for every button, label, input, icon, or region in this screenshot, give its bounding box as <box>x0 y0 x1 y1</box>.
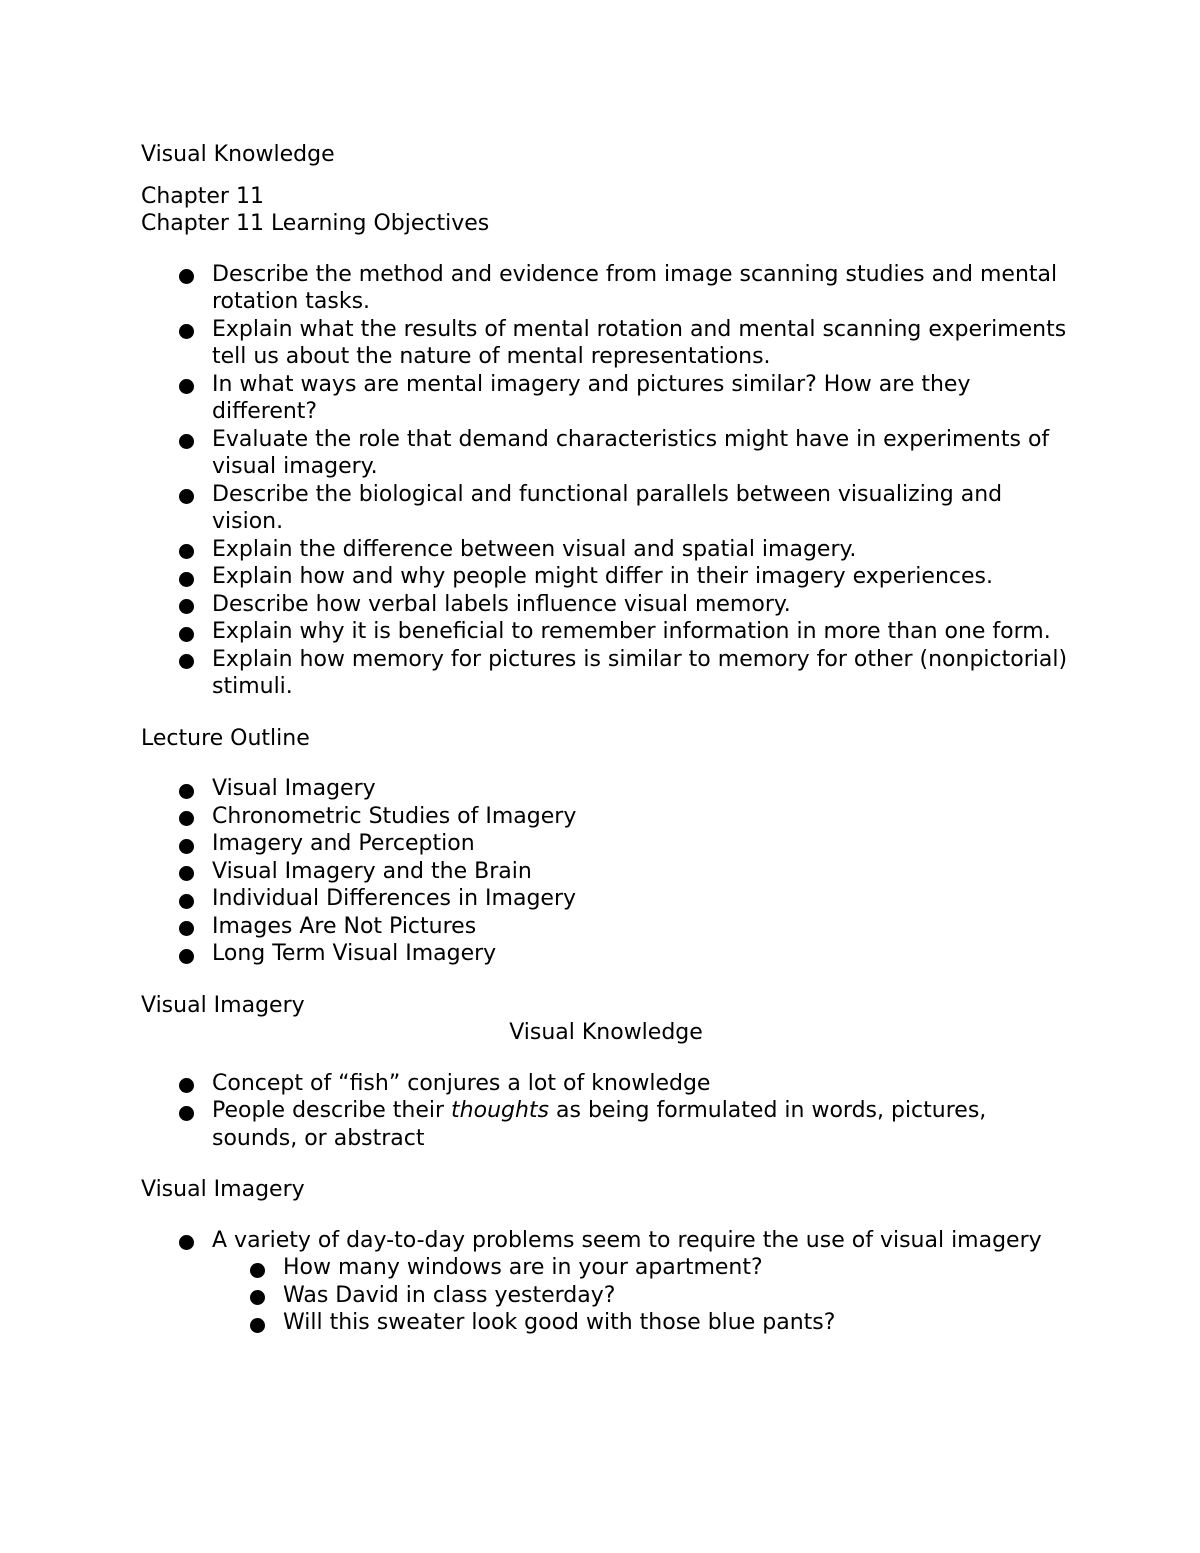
list-item: How many windows are in your apartment? <box>141 1254 1071 1282</box>
bullet-icon <box>179 1078 194 1093</box>
objectives-heading: Chapter 11 Learning Objectives <box>141 211 490 236</box>
bullet-icon <box>179 434 194 449</box>
list-item: In what ways are mental imagery and pictures similar? How are they different? <box>141 371 1071 426</box>
list-item: Explain how and why people might differ in their imagery experiences. <box>141 563 1071 591</box>
bullet-icon <box>179 379 194 394</box>
bullet-icon <box>179 921 194 936</box>
bullet-icon <box>179 489 194 504</box>
bullet-icon <box>250 1290 265 1305</box>
bullet-icon <box>179 572 194 587</box>
objectives-list <box>141 261 1071 701</box>
list-item: Describe the method and evidence from image scanning studies and mental rotation tasks. <box>141 261 1071 316</box>
list-item: Explain the difference between visual and spatial imagery. <box>141 536 1071 564</box>
document-title: Visual Knowledge <box>141 142 335 167</box>
list-item: Will this sweater look good with those blue pants? <box>141 1309 1071 1337</box>
section-heading: Visual Imagery <box>141 1177 305 1202</box>
list-item: Evaluate the role that demand characteristics might have in experiments of visual imagery. <box>141 426 1071 481</box>
bullet-icon <box>179 1235 194 1250</box>
list-item: Imagery and Perception <box>141 830 1071 858</box>
outline-list <box>141 775 1071 968</box>
document-body <box>141 141 1071 1337</box>
bullet-icon <box>179 269 194 284</box>
list-item: Individual Differences in Imagery <box>141 885 1071 913</box>
outline-heading: Lecture Outline <box>141 725 310 751</box>
bullet-icon <box>179 1106 194 1121</box>
list-item: Explain what the results of mental rotation and mental scanning experiments tell us about the nature of mental representations. <box>141 316 1071 371</box>
list-item: People describe their thoughts as being formulated in words, pictures, sounds, or abstract <box>141 1097 1071 1152</box>
bullet-icon <box>179 784 194 799</box>
bullet-icon <box>179 894 194 909</box>
bullet-icon <box>179 544 194 559</box>
section-heading: Visual Imagery <box>141 992 305 1018</box>
chapter-label: Chapter 11 <box>141 183 264 209</box>
list-item: A variety of day-to-day problems seem to require the use of visual imagery <box>141 1227 1071 1255</box>
list-item: Visual Imagery <box>141 775 1071 803</box>
list-item: Explain how memory for pictures is similar to memory for other (nonpictorial) stimuli. <box>141 646 1071 701</box>
bullet-icon <box>179 599 194 614</box>
bullet-icon <box>179 627 194 642</box>
bullet-icon <box>250 1318 265 1333</box>
list-item: Explain why it is beneficial to remember information in more than one form. <box>141 618 1071 646</box>
bullet-icon <box>179 654 194 669</box>
bullet-icon <box>179 839 194 854</box>
list-item: Images Are Not Pictures <box>141 913 1071 941</box>
list-item: Describe the biological and functional parallels between visualizing and vision. <box>141 481 1071 536</box>
section2-sublist <box>141 1254 1071 1337</box>
list-item: Long Term Visual Imagery <box>141 940 1071 968</box>
list-item: Describe how verbal labels influence visual memory. <box>141 591 1071 619</box>
list-item: Was David in class yesterday? <box>141 1282 1071 1310</box>
bullet-icon <box>179 866 194 881</box>
section2-list <box>141 1227 1071 1255</box>
bullet-icon <box>250 1263 265 1278</box>
section-subtitle: Visual Knowledge <box>509 1020 703 1045</box>
list-item: Chronometric Studies of Imagery <box>141 803 1071 831</box>
list-item: Visual Imagery and the Brain <box>141 858 1071 886</box>
section1-list <box>141 1070 1071 1153</box>
list-item: Concept of “fish” conjures a lot of knowledge <box>141 1070 1071 1098</box>
bullet-icon <box>179 324 194 339</box>
bullet-icon <box>179 949 194 964</box>
bullet-icon <box>179 811 194 826</box>
